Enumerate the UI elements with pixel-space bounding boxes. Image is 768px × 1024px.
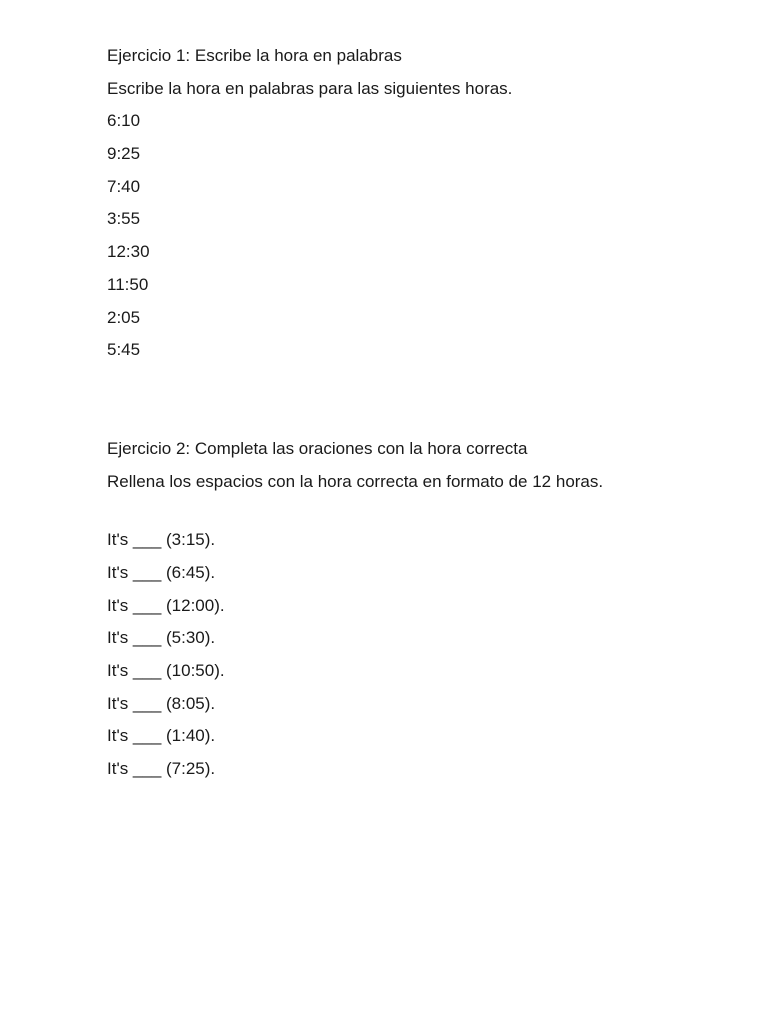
exercise-1-title: Ejercicio 1: Escribe la hora en palabras: [107, 46, 402, 65]
exercise-2-instruction: Rellena los espacios con la hora correcta en formato de 12 horas.: [107, 471, 604, 491]
exercise-2: [107, 436, 727, 789]
list-item: It's ___ (5:30).: [107, 628, 216, 648]
list-item: It's ___ (10:50).: [107, 661, 225, 680]
list-item: It's ___ (1:40).: [107, 726, 216, 746]
exercise-1: [107, 43, 727, 370]
spacer: [107, 501, 727, 527]
list-item: 12:30: [107, 242, 150, 262]
list-item: 3:55: [107, 209, 141, 229]
exercise-2-list: [107, 527, 727, 789]
list-item: It's ___ (3:15).: [107, 530, 216, 550]
list-item: 9:25: [107, 144, 141, 164]
exercise-2-title: Ejercicio 2: Completa las oraciones con la hora correcta: [107, 438, 528, 458]
list-item: 11:50: [107, 274, 149, 294]
list-item: 6:10: [107, 111, 141, 131]
spacer: [107, 370, 727, 436]
list-item: It's ___ (12:00).: [107, 595, 225, 615]
list-item: 7:40: [107, 176, 141, 196]
exercise-1-list: [107, 108, 727, 370]
list-item: It's ___ (8:05).: [107, 693, 216, 713]
list-item: It's ___ (6:45).: [107, 562, 216, 582]
list-item: 5:45: [107, 340, 141, 360]
exercise-1-instruction: Escribe la hora en palabras para las siguientes horas.: [107, 78, 513, 98]
list-item: 2:05: [107, 307, 141, 327]
list-item: It's ___ (7:25).: [107, 759, 216, 779]
worksheet: [107, 43, 727, 789]
